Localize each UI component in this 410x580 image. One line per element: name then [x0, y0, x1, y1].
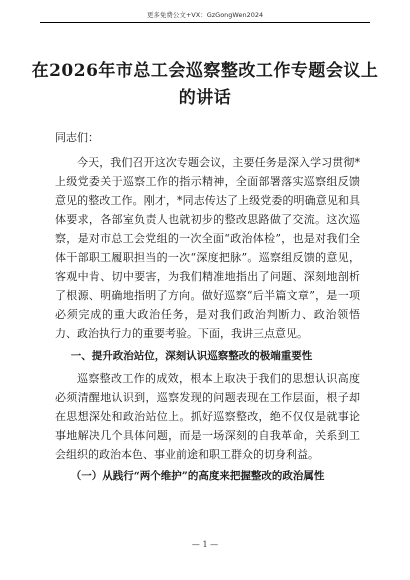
header-divider [40, 22, 370, 23]
section-1-paragraph: 巡察整改工作的成效，根本上取决于我们的思想认识高度必须清醒地认识到，巡察发现的问题表现在工作层面，根子却在思想深处和政治站位上。抓好巡察整改，绝不仅仅是就事论事地解决几个具体问题，而是一场深刻的自我革命，关系到工会组织的政治本色、事业前途和职工群众的切身利益。 [55, 372, 360, 461]
document-body [55, 128, 360, 486]
section-heading-1: 一、提升政治站位，深刻认识巡察整改的极端重要性 [70, 350, 313, 362]
header-watermark: 更多免费公文+VX：GzGongWen2024 [146, 11, 264, 19]
salutation: 同志们： [55, 131, 99, 144]
page-number: — 1 — [191, 540, 219, 549]
intro-paragraph: 今天，我们召开这次专题会议，主要任务是深入学习贯彻*上级党委关于巡察工作的指示精神，全面部署落实巡察组反馈意见的整改工作。刚才，*同志传达了上级党委的明确意见和具体要求，各部室负责人也就初步的整改思路做了交流。这次巡察，是对市总工会党组的一次全面“政治体检”，也是对我们全体干部职工履职担当的一次“深度把脉”。巡察组反馈的意见，客观中肯、切中要害，为我们精准地指出了问题、深刻地剖析了根源、明确地指明了方向。做好巡察“后半篇文章”，是一项必须完成的重大政治任务，是对我们政治判断力、政治领悟力、政治执行力的重要考验。下面，我讲三点意见。 [55, 156, 360, 340]
subsection-heading-1: （一）从践行“两个维护”的高度来把握整改的政治属性 [70, 470, 325, 482]
document-title: 在2026年市总工会巡察整改工作专题会议上的讲话 [31, 61, 379, 108]
